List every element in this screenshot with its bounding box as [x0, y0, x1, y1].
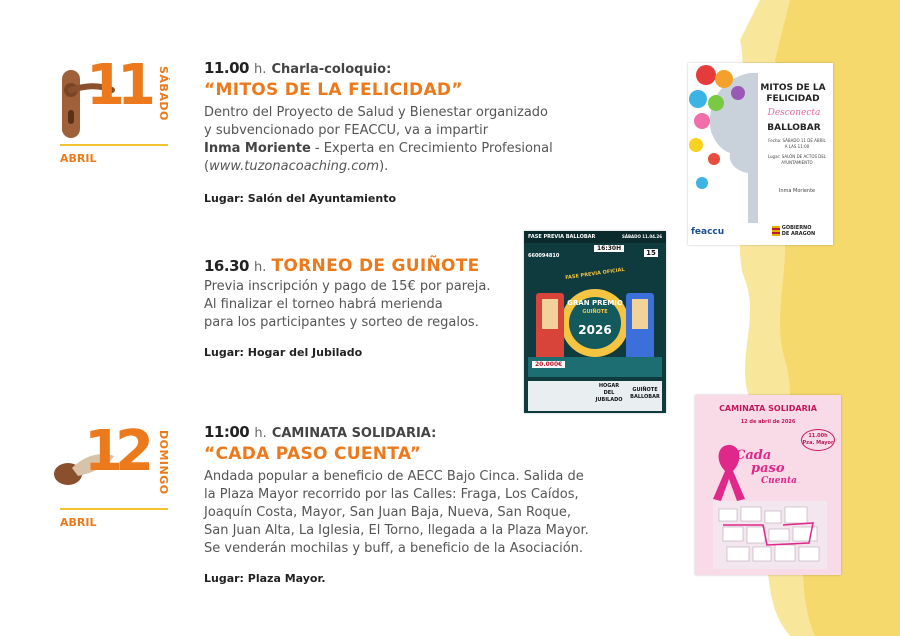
logo-line: Cuenta [761, 476, 797, 486]
event-time: 16.30 [204, 257, 249, 275]
month-label: ABRIL [60, 152, 97, 165]
date-block-11 [56, 53, 170, 170]
event-location: Lugar: Salón del Ayuntamiento [204, 192, 397, 205]
poster-venue [594, 383, 624, 404]
poster-prize: 20.000€ [532, 361, 565, 368]
cada-paso-logo [735, 449, 821, 488]
day-name: DOMINGO [157, 430, 170, 495]
poster-gran-premio: GRAN PREMIO [567, 299, 623, 307]
event-description [204, 278, 524, 332]
description-line: Dentro del Proyecto de Salud y Bienestar organizado [204, 105, 549, 120]
divider [60, 508, 168, 510]
event-header [204, 58, 604, 80]
poster-detail: A LAS 11:00 [784, 144, 810, 149]
description-line: Se venderán mochilas y buff, a beneficio de la Asociación. [204, 541, 584, 556]
description-line: para los participantes y sorteo de regalos. [204, 315, 479, 330]
speaker-name: Inma Moriente [204, 141, 311, 156]
event-charla [204, 58, 604, 205]
description-line: la Plaza Mayor recorrido por las Calles: Fraga, Los Caídos, [204, 487, 579, 502]
event-kind: Charla-coloquio: [271, 62, 392, 77]
route-map [713, 501, 827, 569]
aragon-logo [772, 225, 815, 237]
poster-title [754, 83, 832, 105]
description-line [204, 140, 604, 158]
day-number: 11 [86, 53, 148, 118]
description-line: Andada popular a beneficio de AECC Bajo Cinca. Salida de [204, 469, 584, 484]
poster-phone: 660094810 [528, 253, 560, 259]
month-label: ABRIL [60, 516, 97, 529]
poster-gran-premio-sub: GUIÑOTE [582, 309, 608, 315]
description-line: Al finalizar el torneo habrá merienda [204, 297, 443, 312]
event-location: Lugar: Plaza Mayor. [204, 572, 326, 585]
poster-caminata [695, 395, 841, 575]
paren-open: ( [204, 159, 210, 174]
description-line: San Juan Alta, La Iglesia, El Torno, llegada a la Plaza Mayor. [204, 523, 589, 538]
poster-detail: Lugar: SALÓN DE ACTOS DEL [767, 154, 827, 159]
description-line [204, 158, 604, 176]
aragon-logo-line: DE ARAGON [781, 231, 816, 237]
poster-number-box: 15 [644, 249, 658, 257]
logo-line: paso [751, 461, 785, 476]
venue-line: JUBILADO [595, 397, 623, 403]
event-torneo [204, 256, 524, 359]
poster-date: 12 de abril de 2026 [740, 419, 796, 425]
poster-organizer [628, 387, 662, 401]
event-location: Lugar: Hogar del Jubilado [204, 346, 363, 359]
hour-suffix: h. [254, 260, 267, 275]
poster-title-line: MITOS DE LA [760, 83, 826, 93]
event-description [204, 468, 644, 558]
event-header [204, 256, 524, 278]
poster-top-text: FASE PREVIA BALLOBAR [528, 234, 596, 240]
description-line: Joaquín Costa, Mayor, San Juan Baja, Nueva, San Roque, [204, 505, 572, 520]
website-link[interactable]: www.tuzonacoaching.com [209, 159, 380, 174]
aragon-logo-line: GOBIERNO [781, 225, 812, 231]
logo-line: Cada [735, 448, 772, 463]
poster-detail: Fecha: SÁBADO 11 DE ABRIL [768, 138, 826, 143]
day-number: 12 [84, 419, 146, 484]
event-title: “MITOS DE LA FELICIDAD” [204, 80, 463, 100]
day-name: SÁBADO [157, 66, 170, 121]
poster-detail: AYUNTAMIENTO [781, 160, 813, 165]
event-header [204, 422, 644, 444]
poster-arc-text: FASE PREVIA OFICIAL [564, 266, 626, 282]
poster-top-date: SÁBADO 11.04.26 [622, 234, 662, 239]
divider [60, 144, 168, 146]
venue-line: DEL [603, 390, 615, 396]
badge-line: Pza. Mayor [802, 440, 834, 446]
organizer-line: BALLOBAR [630, 394, 660, 400]
event-kind: CAMINATA SOLIDARIA: [271, 426, 437, 441]
poster-year: 2026 [578, 323, 612, 337]
badge-line: 11.00h [808, 433, 828, 439]
hour-suffix: h. [254, 426, 267, 441]
poster-top-bar [524, 231, 666, 243]
paren-close: ). [379, 159, 389, 174]
event-caminata [204, 422, 644, 585]
poster-script: Desconecta [767, 108, 821, 118]
event-description [204, 104, 604, 176]
description-line: Previa inscripción y pago de 15€ por pareja. [204, 279, 491, 294]
poster-detail: Inma Moriente [778, 188, 816, 194]
description-line: y subvencionado por FEACCU, va a impartir [204, 123, 489, 138]
organizer-line: GUIÑOTE [632, 387, 658, 393]
poster-guinote [524, 231, 666, 413]
venue-line: HOGAR [598, 383, 620, 389]
poster-title-line: FELICIDAD [766, 94, 820, 104]
event-time: 11.00 [204, 59, 249, 77]
poster-title: CAMINATA SOLIDARIA [719, 404, 817, 413]
poster-mitos-felicidad [688, 63, 833, 245]
poster-place: BALLOBAR [767, 123, 821, 133]
speaker-role: - Experta en Crecimiento Profesional [310, 141, 553, 156]
hour-suffix: h. [254, 62, 267, 77]
feaccu-logo: feaccu [691, 227, 725, 237]
date-block-12 [52, 419, 170, 536]
poster-time-badge [801, 429, 835, 451]
event-title: “CADA PASO CUENTA” [204, 444, 422, 464]
poster-details [764, 138, 830, 194]
colorful-head-illustration [688, 63, 758, 223]
event-time: 11:00 [204, 423, 250, 441]
event-title: TORNEO DE GUIÑOTE [271, 256, 480, 276]
poster-time-box: 16:30H [594, 245, 624, 252]
